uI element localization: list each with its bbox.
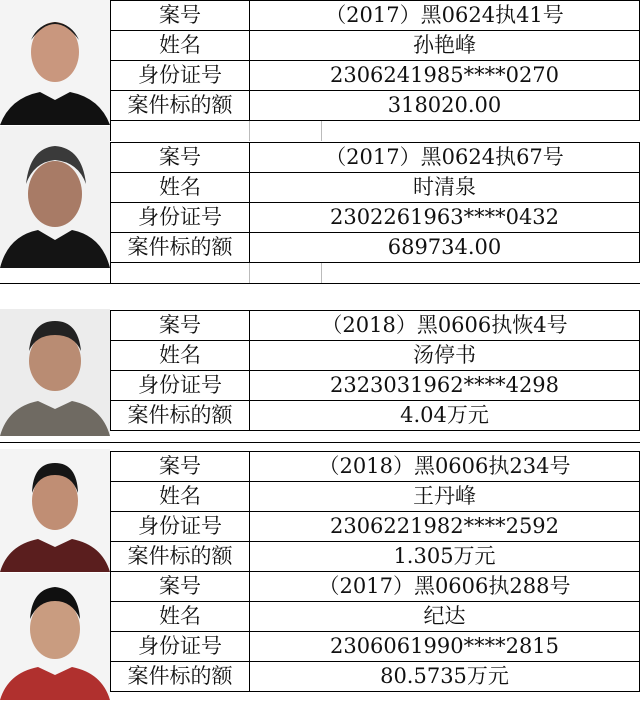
divider [0,442,640,443]
case-no-label: 案号 [111,143,250,173]
table-row [111,1,640,31]
table-row [111,143,640,173]
case-no-value: （2017）黑0624执67号 [250,143,640,173]
name-value: 时清泉 [250,173,640,203]
id-no-label: 身份证号 [111,371,250,401]
name-value: 纪达 [250,602,640,632]
record-table-5 [110,571,640,692]
id-no-value: 2302261963****0432 [250,203,640,233]
id-no-label: 身份证号 [111,512,250,542]
amount-value: 80.5735万元 [250,662,640,692]
case-no-label: 案号 [111,572,250,602]
table-row [111,602,640,632]
portrait-photo-5 [0,573,110,700]
table-row [111,572,640,602]
portrait-photo-3 [0,309,110,436]
amount-label: 案件标的额 [111,401,250,431]
record-table-3 [110,310,640,431]
case-no-value: （2017）黑0606执288号 [250,572,640,602]
table-row [111,61,640,91]
table-row [111,401,640,431]
amount-value: 318020.00 [250,91,640,121]
amount-label: 案件标的额 [111,233,250,263]
case-no-value: （2018）黑0606执234号 [250,452,640,482]
amount-value: 689734.00 [250,233,640,263]
portrait-photo-4 [0,449,110,572]
case-no-label: 案号 [111,452,250,482]
amount-label: 案件标的额 [111,662,250,692]
portrait-photo-1 [0,0,110,125]
table-row [111,91,640,121]
name-label: 姓名 [111,173,250,203]
id-no-value: 2323031962****4298 [250,371,640,401]
case-no-value: （2018）黑0606执恢4号 [250,311,640,341]
id-no-label: 身份证号 [111,632,250,662]
id-no-value: 2306221982****2592 [250,512,640,542]
table-row [111,371,640,401]
record-table-1 [110,0,640,121]
table-row [111,452,640,482]
record-table-4 [110,451,640,572]
amount-label: 案件标的额 [111,542,250,572]
table-row [111,662,640,692]
table-row [111,203,640,233]
portrait-photo-2 [0,126,110,268]
name-value: 汤停书 [250,341,640,371]
divider [0,283,640,284]
table-row [111,173,640,203]
case-no-label: 案号 [111,311,250,341]
table-row [111,482,640,512]
table-row [111,632,640,662]
id-no-value: 2306241985****0270 [250,61,640,91]
name-value: 王丹峰 [250,482,640,512]
table-row [111,542,640,572]
row-spacer [110,263,640,283]
amount-value: 1.305万元 [250,542,640,572]
table-row [111,31,640,61]
name-label: 姓名 [111,482,250,512]
record-table-2 [110,142,640,263]
name-label: 姓名 [111,602,250,632]
table-row [111,233,640,263]
name-value: 孙艳峰 [250,31,640,61]
id-no-label: 身份证号 [111,203,250,233]
table-row [111,341,640,371]
amount-label: 案件标的额 [111,91,250,121]
id-no-value: 2306061990****2815 [250,632,640,662]
case-no-value: （2017）黑0624执41号 [250,1,640,31]
name-label: 姓名 [111,31,250,61]
amount-value: 4.04万元 [250,401,640,431]
case-no-label: 案号 [111,1,250,31]
row-spacer [110,121,640,141]
id-no-label: 身份证号 [111,61,250,91]
table-row [111,512,640,542]
table-row [111,311,640,341]
name-label: 姓名 [111,341,250,371]
